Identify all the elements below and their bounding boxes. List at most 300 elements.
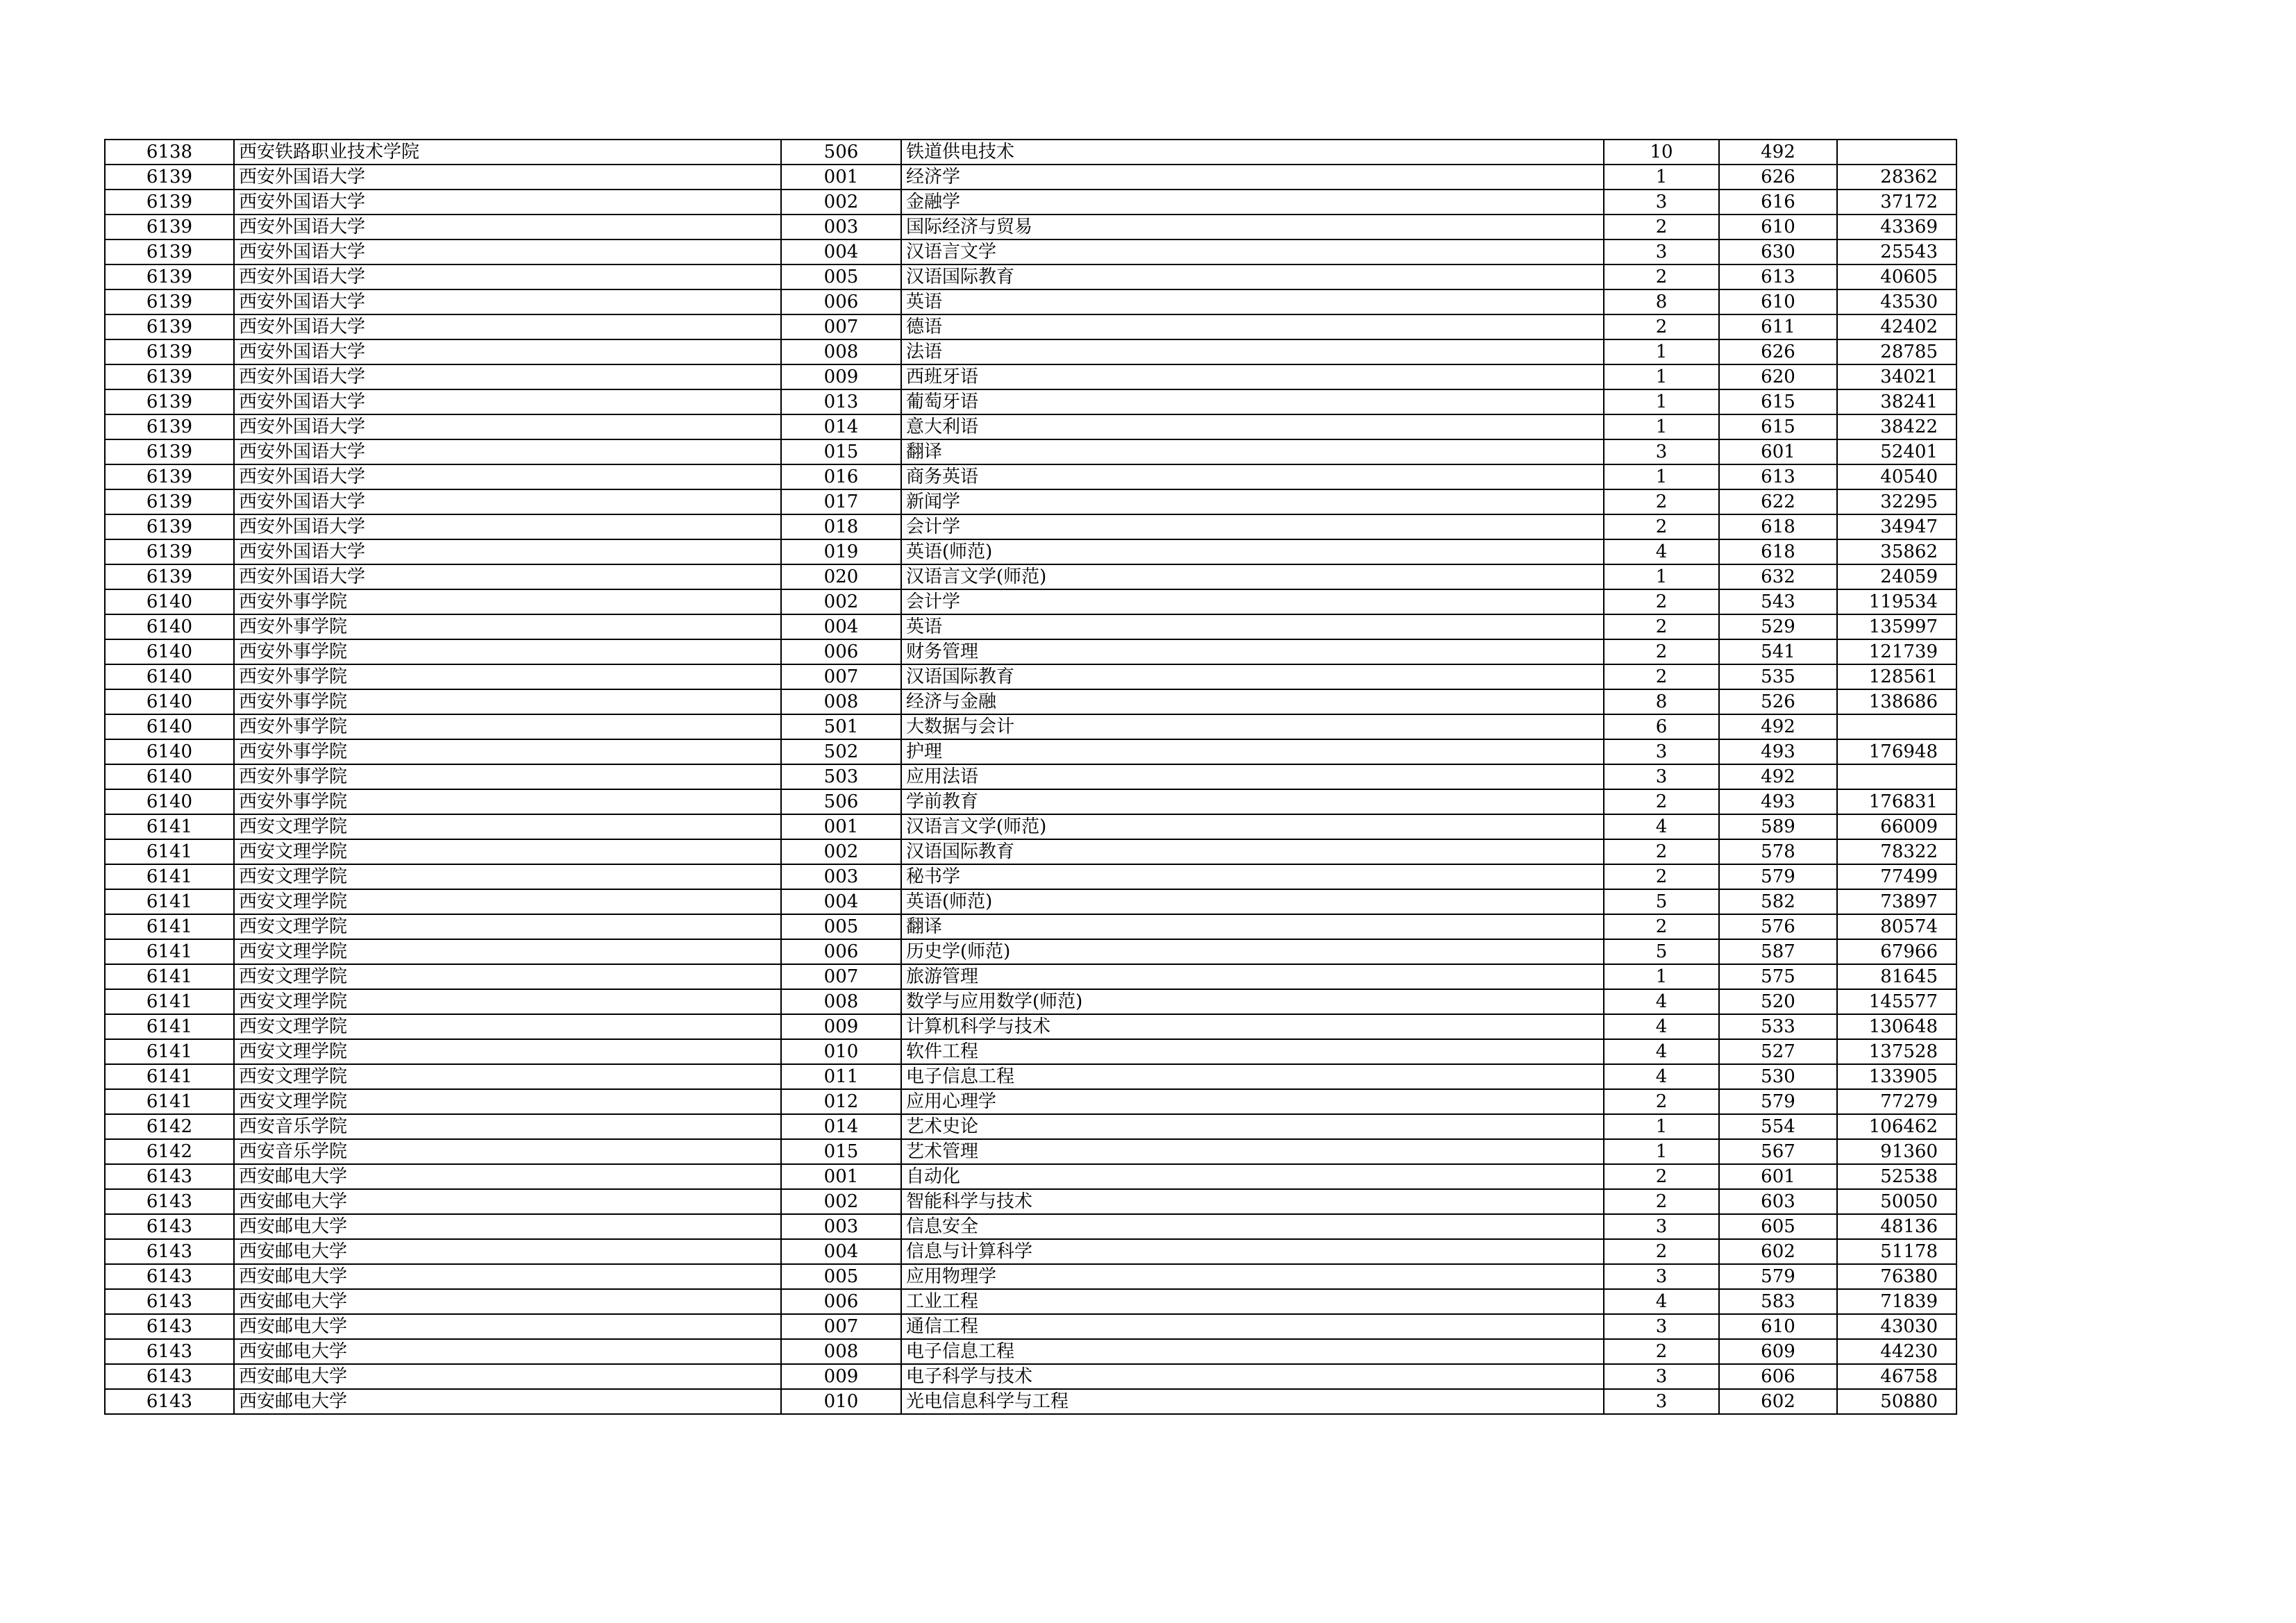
school-code-cell: 6139 (105, 314, 234, 339)
min-rank-cell: 121739 (1837, 639, 1956, 664)
min-score-cell: 602 (1719, 1239, 1837, 1264)
min-score-cell: 615 (1719, 389, 1837, 414)
school-code-cell: 6140 (105, 664, 234, 689)
school-name-cell: 西安音乐学院 (234, 1114, 781, 1139)
plan-count-cell: 8 (1604, 689, 1719, 714)
major-code-cell: 005 (781, 264, 901, 289)
plan-count-cell: 2 (1604, 514, 1719, 539)
table-row (105, 789, 1956, 814)
major-code-cell: 006 (781, 939, 901, 964)
min-rank-cell: 28362 (1837, 165, 1956, 190)
table-row (105, 989, 1956, 1014)
table-row (105, 1039, 1956, 1064)
table-row (105, 1289, 1956, 1314)
table-row (105, 514, 1956, 539)
table-row (105, 1264, 1956, 1289)
admission-table (104, 139, 1957, 1415)
major-name-cell: 旅游管理 (901, 964, 1604, 989)
min-score-cell: 602 (1719, 1389, 1837, 1414)
major-name-cell: 护理 (901, 739, 1604, 764)
table-row (105, 1339, 1956, 1364)
major-name-cell: 英语 (901, 289, 1604, 314)
min-rank-cell: 133905 (1837, 1064, 1956, 1089)
plan-count-cell: 1 (1604, 464, 1719, 489)
school-code-cell: 6141 (105, 839, 234, 864)
school-name-cell: 西安音乐学院 (234, 1139, 781, 1164)
major-name-cell: 应用物理学 (901, 1264, 1604, 1289)
major-code-cell: 008 (781, 689, 901, 714)
school-name-cell: 西安邮电大学 (234, 1189, 781, 1214)
min-rank-cell: 80574 (1837, 914, 1956, 939)
plan-count-cell: 2 (1604, 589, 1719, 614)
major-name-cell: 财务管理 (901, 639, 1604, 664)
major-code-cell: 005 (781, 914, 901, 939)
school-code-cell: 6139 (105, 439, 234, 464)
school-code-cell: 6141 (105, 1064, 234, 1089)
school-name-cell: 西安外国语大学 (234, 215, 781, 239)
major-name-cell: 汉语国际教育 (901, 264, 1604, 289)
plan-count-cell: 2 (1604, 264, 1719, 289)
min-score-cell: 620 (1719, 364, 1837, 389)
major-code-cell: 004 (781, 1239, 901, 1264)
school-code-cell: 6139 (105, 414, 234, 439)
min-score-cell: 613 (1719, 464, 1837, 489)
table-row (105, 439, 1956, 464)
min-score-cell: 543 (1719, 589, 1837, 614)
min-score-cell: 630 (1719, 239, 1837, 264)
min-score-cell: 605 (1719, 1214, 1837, 1239)
major-code-cell: 012 (781, 1089, 901, 1114)
min-rank-cell: 35862 (1837, 539, 1956, 564)
min-rank-cell: 106462 (1837, 1114, 1956, 1139)
school-code-cell: 6143 (105, 1364, 234, 1389)
major-code-cell: 010 (781, 1389, 901, 1414)
school-code-cell: 6143 (105, 1164, 234, 1189)
major-code-cell: 020 (781, 564, 901, 589)
major-code-cell: 002 (781, 190, 901, 215)
min-rank-cell: 46758 (1837, 1364, 1956, 1389)
school-code-cell: 6143 (105, 1264, 234, 1289)
plan-count-cell: 2 (1604, 489, 1719, 514)
min-score-cell: 579 (1719, 1264, 1837, 1289)
plan-count-cell: 4 (1604, 989, 1719, 1014)
plan-count-cell: 1 (1604, 389, 1719, 414)
major-code-cell: 008 (781, 339, 901, 364)
school-code-cell: 6138 (105, 140, 234, 165)
table-row (105, 339, 1956, 364)
min-score-cell: 579 (1719, 864, 1837, 889)
major-name-cell: 信息与计算科学 (901, 1239, 1604, 1264)
major-name-cell: 电子科学与技术 (901, 1364, 1604, 1389)
table-row (105, 614, 1956, 639)
major-code-cell: 005 (781, 1264, 901, 1289)
table-row (105, 964, 1956, 989)
school-code-cell: 6139 (105, 264, 234, 289)
major-name-cell: 德语 (901, 314, 1604, 339)
school-code-cell: 6139 (105, 239, 234, 264)
table-row (105, 165, 1956, 190)
table-row (105, 939, 1956, 964)
major-code-cell: 007 (781, 964, 901, 989)
major-code-cell: 009 (781, 364, 901, 389)
plan-count-cell: 3 (1604, 739, 1719, 764)
major-code-cell: 003 (781, 1214, 901, 1239)
table-row (105, 1239, 1956, 1264)
major-code-cell: 009 (781, 1364, 901, 1389)
major-name-cell: 秘书学 (901, 864, 1604, 889)
plan-count-cell: 2 (1604, 1164, 1719, 1189)
min-rank-cell: 52538 (1837, 1164, 1956, 1189)
table-row (105, 489, 1956, 514)
school-code-cell: 6140 (105, 689, 234, 714)
school-code-cell: 6143 (105, 1339, 234, 1364)
min-rank-cell: 137528 (1837, 1039, 1956, 1064)
min-score-cell: 601 (1719, 439, 1837, 464)
major-code-cell: 506 (781, 789, 901, 814)
min-score-cell: 610 (1719, 1314, 1837, 1339)
school-name-cell: 西安文理学院 (234, 889, 781, 914)
major-code-cell: 015 (781, 439, 901, 464)
major-code-cell: 004 (781, 239, 901, 264)
major-code-cell: 006 (781, 1289, 901, 1314)
school-name-cell: 西安文理学院 (234, 989, 781, 1014)
school-name-cell: 西安文理学院 (234, 814, 781, 839)
major-code-cell: 009 (781, 1014, 901, 1039)
school-code-cell: 6141 (105, 864, 234, 889)
min-score-cell: 583 (1719, 1289, 1837, 1314)
major-name-cell: 数学与应用数学(师范) (901, 989, 1604, 1014)
major-code-cell: 010 (781, 1039, 901, 1064)
min-score-cell: 616 (1719, 190, 1837, 215)
min-score-cell: 582 (1719, 889, 1837, 914)
major-name-cell: 智能科学与技术 (901, 1189, 1604, 1214)
plan-count-cell: 2 (1604, 789, 1719, 814)
school-name-cell: 西安文理学院 (234, 1039, 781, 1064)
min-score-cell: 567 (1719, 1139, 1837, 1164)
table-row (105, 689, 1956, 714)
table-row (105, 564, 1956, 589)
min-score-cell: 606 (1719, 1364, 1837, 1389)
plan-count-cell: 2 (1604, 1189, 1719, 1214)
major-code-cell: 018 (781, 514, 901, 539)
table-row (105, 714, 1956, 739)
school-code-cell: 6139 (105, 165, 234, 190)
major-name-cell: 英语(师范) (901, 889, 1604, 914)
major-name-cell: 自动化 (901, 1164, 1604, 1189)
plan-count-cell: 2 (1604, 914, 1719, 939)
school-code-cell: 6139 (105, 539, 234, 564)
min-score-cell: 589 (1719, 814, 1837, 839)
table-row (105, 639, 1956, 664)
major-code-cell: 008 (781, 1339, 901, 1364)
min-rank-cell: 135997 (1837, 614, 1956, 639)
min-rank-cell (1837, 764, 1956, 789)
min-score-cell: 578 (1719, 839, 1837, 864)
table-row (105, 864, 1956, 889)
min-rank-cell: 43030 (1837, 1314, 1956, 1339)
plan-count-cell: 4 (1604, 1289, 1719, 1314)
plan-count-cell: 3 (1604, 1214, 1719, 1239)
min-score-cell: 529 (1719, 614, 1837, 639)
min-score-cell: 535 (1719, 664, 1837, 689)
table-row (105, 1214, 1956, 1239)
major-code-cell: 001 (781, 814, 901, 839)
plan-count-cell: 2 (1604, 664, 1719, 689)
school-name-cell: 西安外国语大学 (234, 539, 781, 564)
major-name-cell: 通信工程 (901, 1314, 1604, 1339)
school-name-cell: 西安邮电大学 (234, 1264, 781, 1289)
major-name-cell: 电子信息工程 (901, 1339, 1604, 1364)
table-row (105, 914, 1956, 939)
min-score-cell: 492 (1719, 140, 1837, 165)
major-name-cell: 会计学 (901, 589, 1604, 614)
min-rank-cell: 78322 (1837, 839, 1956, 864)
major-name-cell: 应用心理学 (901, 1089, 1604, 1114)
table-row (105, 1139, 1956, 1164)
school-code-cell: 6140 (105, 739, 234, 764)
school-code-cell: 6139 (105, 364, 234, 389)
major-name-cell: 英语(师范) (901, 539, 1604, 564)
major-name-cell: 经济学 (901, 165, 1604, 190)
school-name-cell: 西安外事学院 (234, 614, 781, 639)
table-row (105, 839, 1956, 864)
table-row (105, 1189, 1956, 1214)
plan-count-cell: 3 (1604, 190, 1719, 215)
school-code-cell: 6139 (105, 389, 234, 414)
table-row (105, 1064, 1956, 1089)
table-row (105, 289, 1956, 314)
major-name-cell: 英语 (901, 614, 1604, 639)
plan-count-cell: 1 (1604, 414, 1719, 439)
min-score-cell: 493 (1719, 739, 1837, 764)
major-code-cell: 503 (781, 764, 901, 789)
school-name-cell: 西安外事学院 (234, 689, 781, 714)
min-score-cell: 622 (1719, 489, 1837, 514)
min-rank-cell: 81645 (1837, 964, 1956, 989)
min-rank-cell: 37172 (1837, 190, 1956, 215)
major-code-cell: 017 (781, 489, 901, 514)
school-code-cell: 6143 (105, 1189, 234, 1214)
school-code-cell: 6142 (105, 1114, 234, 1139)
min-rank-cell: 67966 (1837, 939, 1956, 964)
school-name-cell: 西安外国语大学 (234, 264, 781, 289)
major-name-cell: 新闻学 (901, 489, 1604, 514)
school-code-cell: 6143 (105, 1239, 234, 1264)
school-name-cell: 西安邮电大学 (234, 1314, 781, 1339)
plan-count-cell: 2 (1604, 1339, 1719, 1364)
school-name-cell: 西安外国语大学 (234, 364, 781, 389)
plan-count-cell: 6 (1604, 714, 1719, 739)
school-name-cell: 西安外国语大学 (234, 489, 781, 514)
school-name-cell: 西安邮电大学 (234, 1364, 781, 1389)
min-rank-cell: 34021 (1837, 364, 1956, 389)
min-score-cell: 610 (1719, 289, 1837, 314)
plan-count-cell: 4 (1604, 1064, 1719, 1089)
plan-count-cell: 3 (1604, 239, 1719, 264)
min-score-cell: 632 (1719, 564, 1837, 589)
school-code-cell: 6139 (105, 514, 234, 539)
school-name-cell: 西安邮电大学 (234, 1164, 781, 1189)
min-score-cell: 610 (1719, 215, 1837, 239)
school-name-cell: 西安外国语大学 (234, 514, 781, 539)
min-rank-cell: 38422 (1837, 414, 1956, 439)
major-code-cell: 006 (781, 289, 901, 314)
major-name-cell: 翻译 (901, 914, 1604, 939)
major-code-cell: 001 (781, 1164, 901, 1189)
school-code-cell: 6143 (105, 1214, 234, 1239)
school-name-cell: 西安文理学院 (234, 964, 781, 989)
min-score-cell: 575 (1719, 964, 1837, 989)
plan-count-cell: 3 (1604, 1364, 1719, 1389)
plan-count-cell: 8 (1604, 289, 1719, 314)
table-row (105, 1164, 1956, 1189)
school-code-cell: 6141 (105, 814, 234, 839)
school-name-cell: 西安文理学院 (234, 939, 781, 964)
plan-count-cell: 1 (1604, 564, 1719, 589)
table-row (105, 140, 1956, 165)
major-name-cell: 金融学 (901, 190, 1604, 215)
min-rank-cell: 76380 (1837, 1264, 1956, 1289)
school-code-cell: 6140 (105, 639, 234, 664)
min-score-cell: 579 (1719, 1089, 1837, 1114)
major-code-cell: 002 (781, 1189, 901, 1214)
major-code-cell: 001 (781, 165, 901, 190)
major-code-cell: 003 (781, 864, 901, 889)
min-rank-cell: 50050 (1837, 1189, 1956, 1214)
min-score-cell: 530 (1719, 1064, 1837, 1089)
min-score-cell: 613 (1719, 264, 1837, 289)
school-code-cell: 6140 (105, 789, 234, 814)
plan-count-cell: 2 (1604, 864, 1719, 889)
plan-count-cell: 1 (1604, 339, 1719, 364)
table-row (105, 889, 1956, 914)
min-rank-cell: 38241 (1837, 389, 1956, 414)
min-score-cell: 618 (1719, 514, 1837, 539)
major-code-cell: 506 (781, 140, 901, 165)
school-name-cell: 西安外事学院 (234, 764, 781, 789)
plan-count-cell: 1 (1604, 165, 1719, 190)
table-row (105, 1114, 1956, 1139)
major-code-cell: 002 (781, 589, 901, 614)
major-name-cell: 汉语国际教育 (901, 839, 1604, 864)
plan-count-cell: 2 (1604, 314, 1719, 339)
min-score-cell: 576 (1719, 914, 1837, 939)
min-score-cell: 526 (1719, 689, 1837, 714)
min-score-cell: 626 (1719, 165, 1837, 190)
school-name-cell: 西安邮电大学 (234, 1389, 781, 1414)
min-rank-cell: 66009 (1837, 814, 1956, 839)
min-score-cell: 609 (1719, 1339, 1837, 1364)
min-rank-cell: 130648 (1837, 1014, 1956, 1039)
min-rank-cell: 40540 (1837, 464, 1956, 489)
major-name-cell: 学前教育 (901, 789, 1604, 814)
school-code-cell: 6141 (105, 1089, 234, 1114)
table-row (105, 389, 1956, 414)
major-name-cell: 汉语言文学(师范) (901, 814, 1604, 839)
table-row (105, 414, 1956, 439)
school-name-cell: 西安外国语大学 (234, 464, 781, 489)
major-code-cell: 013 (781, 389, 901, 414)
major-code-cell: 501 (781, 714, 901, 739)
min-score-cell: 533 (1719, 1014, 1837, 1039)
major-name-cell: 艺术史论 (901, 1114, 1604, 1139)
min-rank-cell: 176831 (1837, 789, 1956, 814)
school-name-cell: 西安外国语大学 (234, 389, 781, 414)
min-rank-cell: 51178 (1837, 1239, 1956, 1264)
school-code-cell: 6143 (105, 1389, 234, 1414)
major-name-cell: 软件工程 (901, 1039, 1604, 1064)
major-name-cell: 计算机科学与技术 (901, 1014, 1604, 1039)
major-code-cell: 011 (781, 1064, 901, 1089)
major-name-cell: 法语 (901, 339, 1604, 364)
min-score-cell: 520 (1719, 989, 1837, 1014)
min-score-cell: 492 (1719, 714, 1837, 739)
school-code-cell: 6140 (105, 764, 234, 789)
table-row (105, 764, 1956, 789)
table-row (105, 539, 1956, 564)
plan-count-cell: 2 (1604, 1089, 1719, 1114)
plan-count-cell: 4 (1604, 1014, 1719, 1039)
min-rank-cell (1837, 714, 1956, 739)
major-code-cell: 502 (781, 739, 901, 764)
table-row (105, 814, 1956, 839)
major-name-cell: 大数据与会计 (901, 714, 1604, 739)
table-row (105, 190, 1956, 215)
major-name-cell: 经济与金融 (901, 689, 1604, 714)
school-name-cell: 西安外国语大学 (234, 414, 781, 439)
school-code-cell: 6139 (105, 289, 234, 314)
table-row (105, 1389, 1956, 1414)
major-code-cell: 002 (781, 839, 901, 864)
school-name-cell: 西安文理学院 (234, 839, 781, 864)
school-name-cell: 西安外事学院 (234, 589, 781, 614)
min-rank-cell: 32295 (1837, 489, 1956, 514)
table-row (105, 1014, 1956, 1039)
major-name-cell: 铁道供电技术 (901, 140, 1604, 165)
major-code-cell: 004 (781, 614, 901, 639)
table-body (105, 140, 1956, 1414)
min-rank-cell: 176948 (1837, 739, 1956, 764)
major-code-cell: 003 (781, 215, 901, 239)
school-code-cell: 6139 (105, 489, 234, 514)
school-code-cell: 6140 (105, 714, 234, 739)
school-code-cell: 6139 (105, 215, 234, 239)
school-name-cell: 西安邮电大学 (234, 1214, 781, 1239)
table-row (105, 215, 1956, 239)
table-row (105, 739, 1956, 764)
school-name-cell: 西安外事学院 (234, 739, 781, 764)
major-name-cell: 会计学 (901, 514, 1604, 539)
min-score-cell: 601 (1719, 1164, 1837, 1189)
major-code-cell: 007 (781, 1314, 901, 1339)
min-rank-cell: 42402 (1837, 314, 1956, 339)
min-score-cell: 492 (1719, 764, 1837, 789)
major-name-cell: 汉语国际教育 (901, 664, 1604, 689)
min-score-cell: 626 (1719, 339, 1837, 364)
major-code-cell: 007 (781, 314, 901, 339)
school-name-cell: 西安外事学院 (234, 789, 781, 814)
min-score-cell: 541 (1719, 639, 1837, 664)
school-code-cell: 6141 (105, 914, 234, 939)
plan-count-cell: 4 (1604, 814, 1719, 839)
plan-count-cell: 2 (1604, 839, 1719, 864)
school-name-cell: 西安外国语大学 (234, 289, 781, 314)
min-rank-cell: 128561 (1837, 664, 1956, 689)
school-name-cell: 西安外国语大学 (234, 564, 781, 589)
major-name-cell: 意大利语 (901, 414, 1604, 439)
school-name-cell: 西安文理学院 (234, 1064, 781, 1089)
school-code-cell: 6142 (105, 1139, 234, 1164)
